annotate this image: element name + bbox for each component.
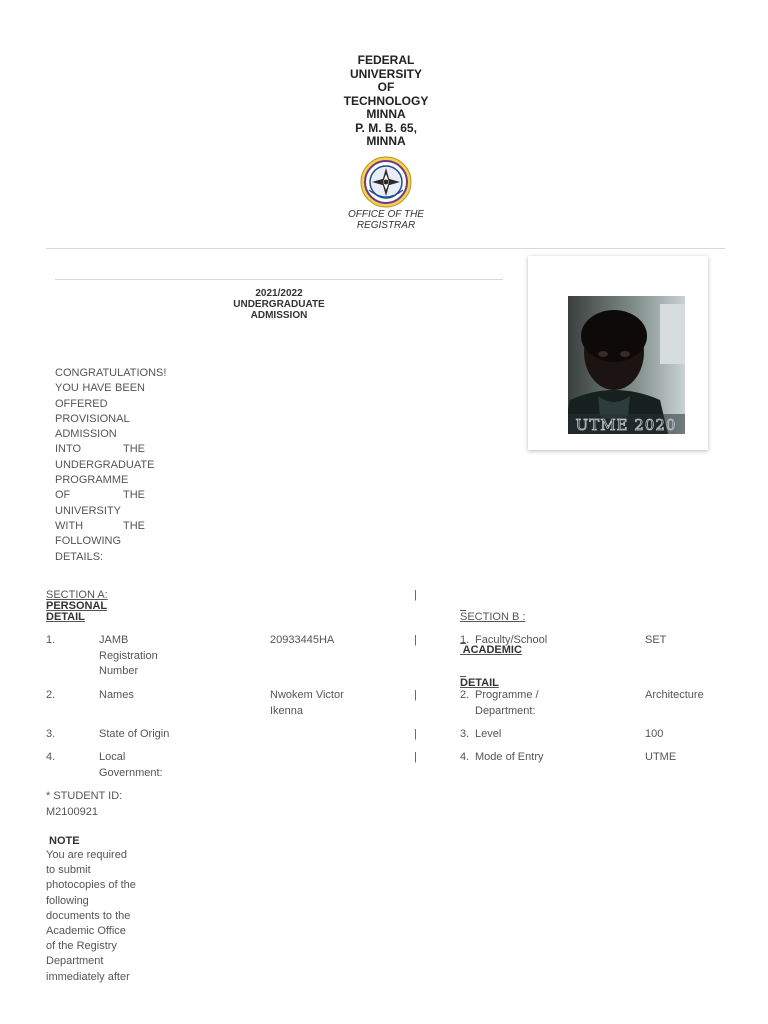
b-row-2-label: Programme / Department:: [475, 689, 539, 717]
section-b-subtitle-line-1: ACADEMIC: [460, 644, 522, 656]
column-separator: |: [414, 634, 417, 646]
office-of-registrar: [334, 209, 438, 231]
header-line-5: MINNA: [366, 107, 406, 121]
row-4-number: 4.: [46, 751, 56, 763]
student-id-value: M2100921: [46, 805, 98, 818]
faculty-value: SET: [645, 634, 667, 646]
b-row-3-label: Level: [475, 728, 502, 740]
programme-value: Architecture: [645, 689, 704, 701]
header-line-6: P. M. B. 65,: [355, 120, 417, 135]
header-divider: [46, 248, 725, 249]
passport-photo-card: [528, 256, 708, 450]
section-a-heading: [46, 590, 108, 623]
section-a-subtitle-line-1: PERSONAL: [46, 600, 108, 612]
student-id-block: [46, 789, 122, 820]
note-body: You are required to submit photocopies of the following documents to the Academic Office of the Registry Department immediately after: [46, 849, 136, 983]
b-row-3-number: 3.: [460, 728, 470, 740]
b-row-4-number: 4.: [460, 751, 470, 763]
row-1-number: 1.: [46, 634, 56, 646]
row-2-number: 2.: [46, 689, 56, 701]
jamb-registration-value: 20933445HA: [270, 634, 335, 646]
column-separator: |: [414, 728, 417, 740]
passport-photo: [568, 296, 685, 434]
photo-watermark: UTME 2020: [575, 416, 677, 434]
column-separator: |: [414, 751, 417, 763]
column-separator: |: [414, 689, 417, 701]
section-b-title: SECTION B :: [460, 611, 526, 623]
admission-title-line-3: ADMISSION: [250, 310, 308, 321]
level-value: 100: [645, 728, 664, 740]
admission-divider: [55, 279, 503, 280]
congratulations-message: CONGRATULATIONS! YOU HAVE BEEN OFFERED PROVISIONAL ADMISSION INTO THE UNDERGRADUATE PROGRAMME OF THE UNIVERSITY WITH THE FOLLOWING DETAILS:: [55, 367, 167, 563]
b-row-1-number: 1.: [460, 634, 470, 646]
office-line-1: OFFICE OF THE: [348, 209, 424, 220]
row-1-label: JAMB Registration Number: [99, 634, 158, 677]
university-seal-logo: [360, 156, 412, 208]
section-a-subtitle-line-2: DETAIL: [46, 611, 85, 623]
header-line-2: UNIVERSITY: [349, 66, 422, 81]
section-b-subtitle-line-2: DETAIL: [460, 677, 499, 689]
column-separator: |: [414, 589, 417, 601]
row-4-label: Local Government:: [99, 751, 163, 779]
mode-of-entry-value: UTME: [645, 751, 677, 763]
b-row-1-label: Faculty/School: [475, 634, 548, 646]
names-value: Nwokem Victor Ikenna: [270, 689, 344, 717]
row-3-number: 3.: [46, 728, 56, 740]
admission-title: [214, 288, 344, 321]
section-a-title: SECTION A:: [46, 589, 108, 601]
header-line-1: FEDERAL: [357, 53, 415, 67]
admission-title-line-1: 2021/2022: [255, 288, 303, 299]
note-title: NOTE: [49, 835, 80, 847]
institution-header: [334, 54, 438, 149]
header-line-3: OF: [377, 80, 395, 94]
header-line-7: MINNA: [366, 134, 406, 148]
row-2-label: Names: [99, 689, 134, 701]
b-row-4-label: Mode of Entry: [475, 751, 544, 763]
header-line-4: TECHNOLOGY: [343, 93, 429, 108]
admission-title-line-2: UNDERGRADUATE: [233, 299, 325, 310]
student-id-label: * STUDENT ID:: [46, 790, 123, 802]
office-line-2: REGISTRAR: [356, 220, 416, 231]
b-row-2-number: 2.: [460, 689, 470, 701]
note-block: [46, 835, 136, 985]
row-3-label: State of Origin: [99, 728, 170, 740]
